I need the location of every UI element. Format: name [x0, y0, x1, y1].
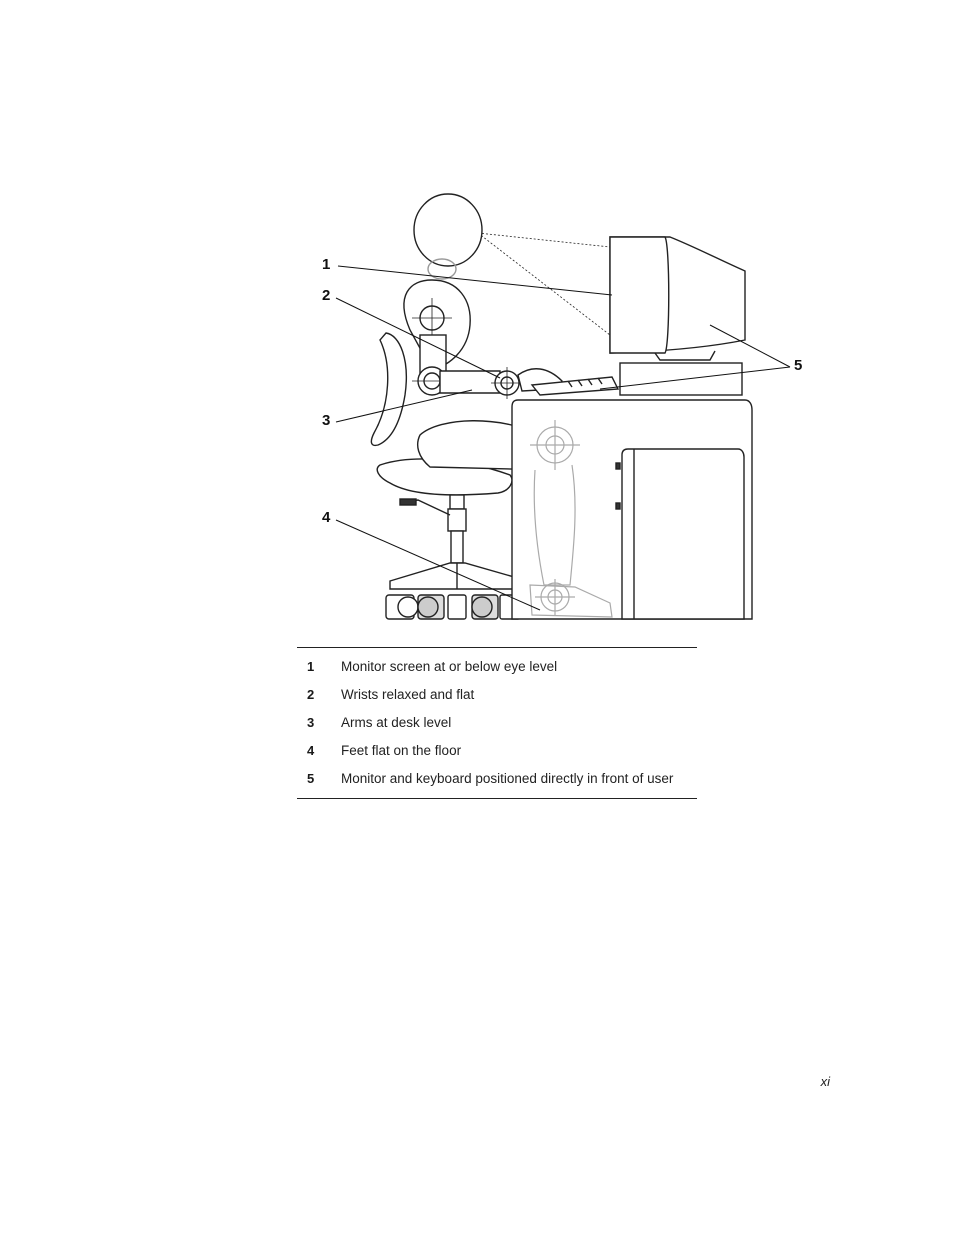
legend-row — [297, 764, 697, 792]
ergonomic-illustration — [300, 185, 820, 630]
legend-number: 3 — [307, 714, 315, 730]
legend-number: 4 — [307, 742, 315, 758]
legend-row — [297, 652, 697, 680]
legend-row — [297, 736, 697, 764]
legend-text: Feet flat on the floor — [341, 742, 462, 758]
legend-number: 5 — [307, 770, 315, 786]
legend-row — [297, 680, 697, 708]
callout-1: 1 — [322, 256, 331, 273]
legend-text: Arms at desk level — [341, 714, 452, 730]
callout-2: 2 — [322, 287, 331, 304]
legend-text: Wrists relaxed and flat — [341, 686, 475, 702]
legend-row — [297, 708, 697, 736]
legend-text: Monitor screen at or below eye level — [341, 658, 558, 674]
legend-text: Monitor and keyboard positioned directly in front of user — [341, 770, 674, 786]
legend-number: 2 — [307, 686, 315, 702]
page-number: xi — [820, 1074, 830, 1089]
legend-number: 1 — [307, 658, 315, 674]
callout-3: 3 — [322, 412, 331, 429]
callout-5: 5 — [794, 357, 803, 374]
figure-legend — [297, 647, 697, 799]
ergonomic-posture-figure — [300, 185, 820, 630]
callout-4: 4 — [322, 509, 331, 526]
